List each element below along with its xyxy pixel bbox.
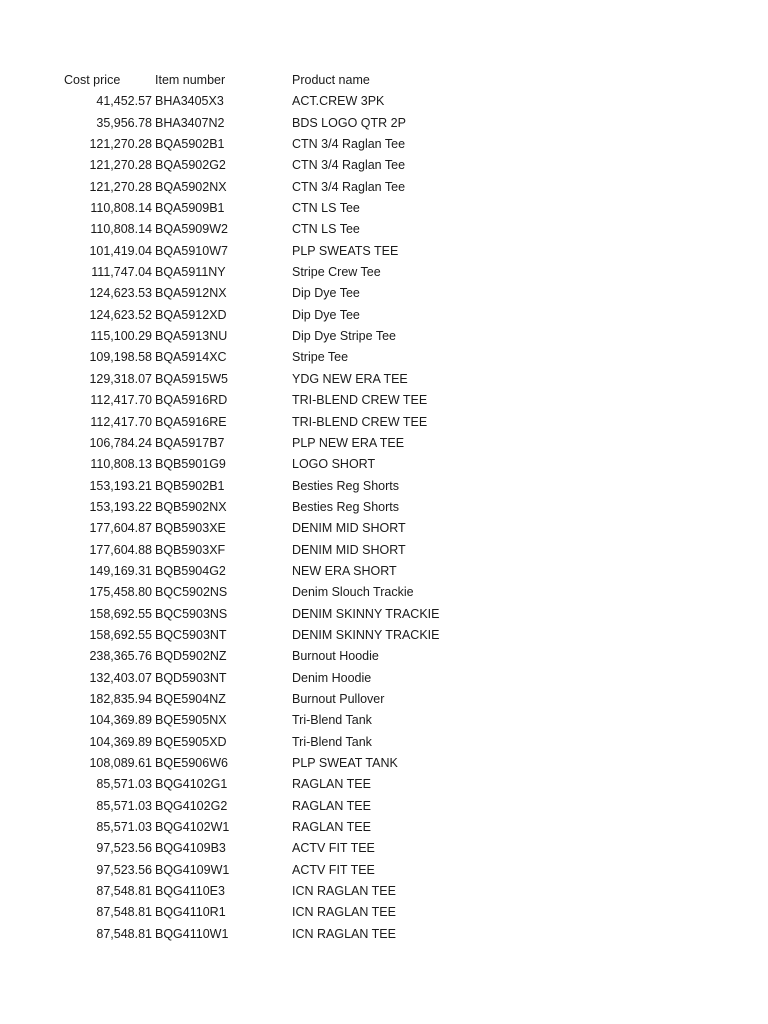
table-row [0,412,768,433]
cost-price-cell: 177,604.87 [89,521,152,536]
product-name-cell: RAGLAN TEE [292,820,371,835]
item-number-cell: BQA5902NX [155,179,227,194]
product-name-cell: BDS LOGO QTR 2P [292,115,406,130]
cost-price-cell: 158,692.55 [89,606,152,621]
cost-price-cell: 182,835.94 [89,691,152,706]
product-name-cell: CTN 3/4 Raglan Tee [292,137,406,152]
table-row [0,113,768,134]
cost-price-cell: 110,808.13 [90,457,152,472]
cost-price-cell: 121,270.28 [89,137,152,152]
table-row [0,177,768,198]
item-number-cell: BQE5905NX [155,713,227,728]
table-row [0,561,768,582]
cost-price-cell: 104,369.89 [89,713,152,728]
item-number-cell: BQG4110W1 [155,926,229,941]
item-number-cell: BQA5902G2 [155,158,226,173]
item-number-cell: BQA5909W2 [155,222,228,237]
item-number-cell: BQA5914XC [155,350,227,365]
table-row [0,838,768,859]
table-row [0,902,768,923]
product-name-cell: YDG NEW ERA TEE [292,371,408,386]
table-row [0,326,768,347]
table-row [0,454,768,475]
cost-price-cell: 106,784.24 [89,435,152,450]
cost-price-cell: 153,193.22 [89,499,152,514]
cost-price-cell: 101,419.04 [89,243,152,258]
table-row [0,134,768,155]
product-name-cell: DENIM MID SHORT [292,542,406,557]
cost-price-cell: 153,193.21 [89,478,152,493]
table-row [0,710,768,731]
item-number-cell: BQC5902NS [155,585,228,600]
product-name-cell: Tri-Blend Tank [292,734,372,749]
item-number-cell: BQB5901G9 [155,457,226,472]
table-row [0,753,768,774]
table-row [0,347,768,368]
product-name-cell: TRI-BLEND CREW TEE [292,414,428,429]
item-number-cell: BQA5909B1 [155,201,225,216]
table-row [0,241,768,262]
item-number-cell: BQA5911NY [155,265,226,280]
cost-price-cell: 87,548.81 [96,905,152,920]
table-row [0,860,768,881]
cost-price-cell: 158,692.55 [89,627,152,642]
table-row [0,646,768,667]
item-number-cell: BQA5915W5 [155,371,228,386]
cost-price-cell: 111,747.04 [91,265,152,280]
table-row [0,582,768,603]
cost-price-cell: 124,623.53 [89,286,152,301]
item-number-cell: BQA5902B1 [155,137,225,152]
item-number-cell: BQA5912NX [155,286,227,301]
cost-price-cell: 110,808.14 [90,201,152,216]
table-row [0,518,768,539]
product-name-cell: ICN RAGLAN TEE [292,884,396,899]
item-number-cell: BQD5903NT [155,670,227,685]
cost-price-cell: 115,100.29 [90,329,152,344]
table-row [0,881,768,902]
cost-price-cell: 108,089.61 [89,756,152,770]
item-number-cell: BQE5906W6 [155,756,228,770]
cost-price-cell: 124,623.52 [89,307,152,322]
table-row [0,774,768,795]
table-row [0,689,768,710]
cost-price-cell: 132,403.07 [89,670,152,685]
table-row [0,262,768,283]
table-row [0,433,768,454]
table-body [0,91,768,945]
item-number-cell: BQG4102G2 [155,798,228,813]
product-name-cell: CTN 3/4 Raglan Tee [292,158,406,173]
product-name-cell: Denim Hoodie [292,670,372,685]
item-number-cell: BQG4109W1 [155,862,230,877]
product-name-cell: ICN RAGLAN TEE [292,905,396,920]
cost-price-cell: 104,369.89 [89,734,152,749]
product-name-cell: Stripe Tee [292,350,349,365]
table-row [0,625,768,646]
product-name-cell: Stripe Crew Tee [292,265,381,280]
item-number-cell: BQG4109B3 [155,841,226,856]
product-name-cell: NEW ERA SHORT [292,563,397,578]
table-row [0,390,768,411]
item-number-cell: BQC5903NS [155,606,228,621]
item-number-cell: BQE5904NZ [155,691,226,706]
item-number-cell: BQB5903XF [155,542,226,557]
cost-price-cell: 35,956.78 [96,115,152,130]
item-number-cell: BQE5905XD [155,734,227,749]
cost-price-cell: 41,452.57 [96,94,152,109]
product-name-cell: ACTV FIT TEE [292,841,375,856]
product-name-cell: CTN 3/4 Raglan Tee [292,179,406,194]
product-name-cell: Besties Reg Shorts [292,499,399,514]
item-number-cell: BHA3407N2 [155,115,225,130]
header-cost-price: Cost price [64,73,121,87]
product-name-cell: Denim Slouch Trackie [292,585,414,600]
product-name-cell: Tri-Blend Tank [292,713,372,728]
table-row [0,817,768,838]
cost-price-cell: 87,548.81 [96,884,152,899]
product-name-cell: RAGLAN TEE [292,777,371,792]
item-number-cell: BQC5903NT [155,627,227,642]
cost-price-cell: 112,417.70 [90,414,152,429]
item-number-cell: BQA5916RD [155,393,228,408]
table-row [0,924,768,945]
product-name-cell: RAGLAN TEE [292,798,371,813]
product-name-cell: CTN LS Tee [292,222,360,237]
table-row [0,540,768,561]
product-name-cell: ACTV FIT TEE [292,862,375,877]
table-row [0,668,768,689]
product-name-cell: Dip Dye Stripe Tee [292,329,396,344]
cost-price-cell: 121,270.28 [89,158,152,173]
item-number-cell: BQA5912XD [155,307,227,322]
table-row [0,604,768,625]
product-name-cell: PLP SWEATS TEE [292,243,399,258]
item-number-cell: BQD5902NZ [155,649,227,664]
table-row [0,198,768,219]
table-row [0,155,768,176]
item-number-cell: BQG4110E3 [155,884,225,899]
product-name-cell: CTN LS Tee [292,201,360,216]
item-number-cell: BHA3405X3 [155,94,224,109]
item-number-cell: BQA5916RE [155,414,227,429]
product-name-cell: ACT.CREW 3PK [292,94,385,109]
cost-price-cell: 97,523.56 [96,862,152,877]
product-name-cell: PLP SWEAT TANK [292,756,398,770]
cost-price-cell: 129,318.07 [89,371,152,386]
cost-price-cell: 97,523.56 [96,841,152,856]
cost-price-cell: 238,365.76 [89,649,152,664]
cost-price-cell: 175,458.80 [89,585,152,600]
cost-price-cell: 121,270.28 [89,179,152,194]
product-name-cell: PLP NEW ERA TEE [292,435,405,450]
cost-price-cell: 85,571.03 [96,820,152,835]
cost-price-cell: 177,604.88 [89,542,152,557]
item-number-cell: BQA5910W7 [155,243,228,258]
product-name-cell: Dip Dye Tee [292,286,360,301]
product-name-cell: LOGO SHORT [292,457,376,472]
product-name-cell: TRI-BLEND CREW TEE [292,393,428,408]
cost-price-cell: 87,548.81 [96,926,152,941]
table-row [0,476,768,497]
header-product-name: Product name [292,73,370,87]
table-row [0,219,768,240]
item-number-cell: BQA5913NU [155,329,228,344]
item-number-cell: BQG4102G1 [155,777,228,792]
item-number-cell: BQG4110R1 [155,905,226,920]
cost-price-cell: 85,571.03 [96,798,152,813]
item-number-cell: BQG4102W1 [155,820,230,835]
cost-price-cell: 149,169.31 [89,563,152,578]
header-item-number: Item number [155,73,226,87]
item-number-cell: BQB5904G2 [155,563,226,578]
table-row [0,796,768,817]
table-row [0,497,768,518]
product-cost-table [0,70,768,945]
cost-price-cell: 85,571.03 [96,777,152,792]
item-number-cell: BQB5902NX [155,499,227,514]
table-row [0,283,768,304]
table-row [0,732,768,753]
product-name-cell: Burnout Hoodie [292,649,379,664]
product-name-cell: DENIM SKINNY TRACKIE [292,627,440,642]
product-name-cell: ICN RAGLAN TEE [292,926,396,941]
product-name-cell: DENIM MID SHORT [292,521,406,536]
table-row [0,305,768,326]
table-row [0,91,768,112]
table-row [0,369,768,390]
item-number-cell: BQB5902B1 [155,478,225,493]
cost-price-cell: 109,198.58 [89,350,152,365]
cost-price-cell: 110,808.14 [90,222,152,237]
item-number-cell: BQA5917B7 [155,435,225,450]
cost-price-cell: 112,417.70 [90,393,152,408]
product-name-cell: Burnout Pullover [292,691,385,706]
product-name-cell: Dip Dye Tee [292,307,360,322]
product-name-cell: Besties Reg Shorts [292,478,399,493]
table-header-row [0,70,768,91]
item-number-cell: BQB5903XE [155,521,226,536]
product-name-cell: DENIM SKINNY TRACKIE [292,606,440,621]
